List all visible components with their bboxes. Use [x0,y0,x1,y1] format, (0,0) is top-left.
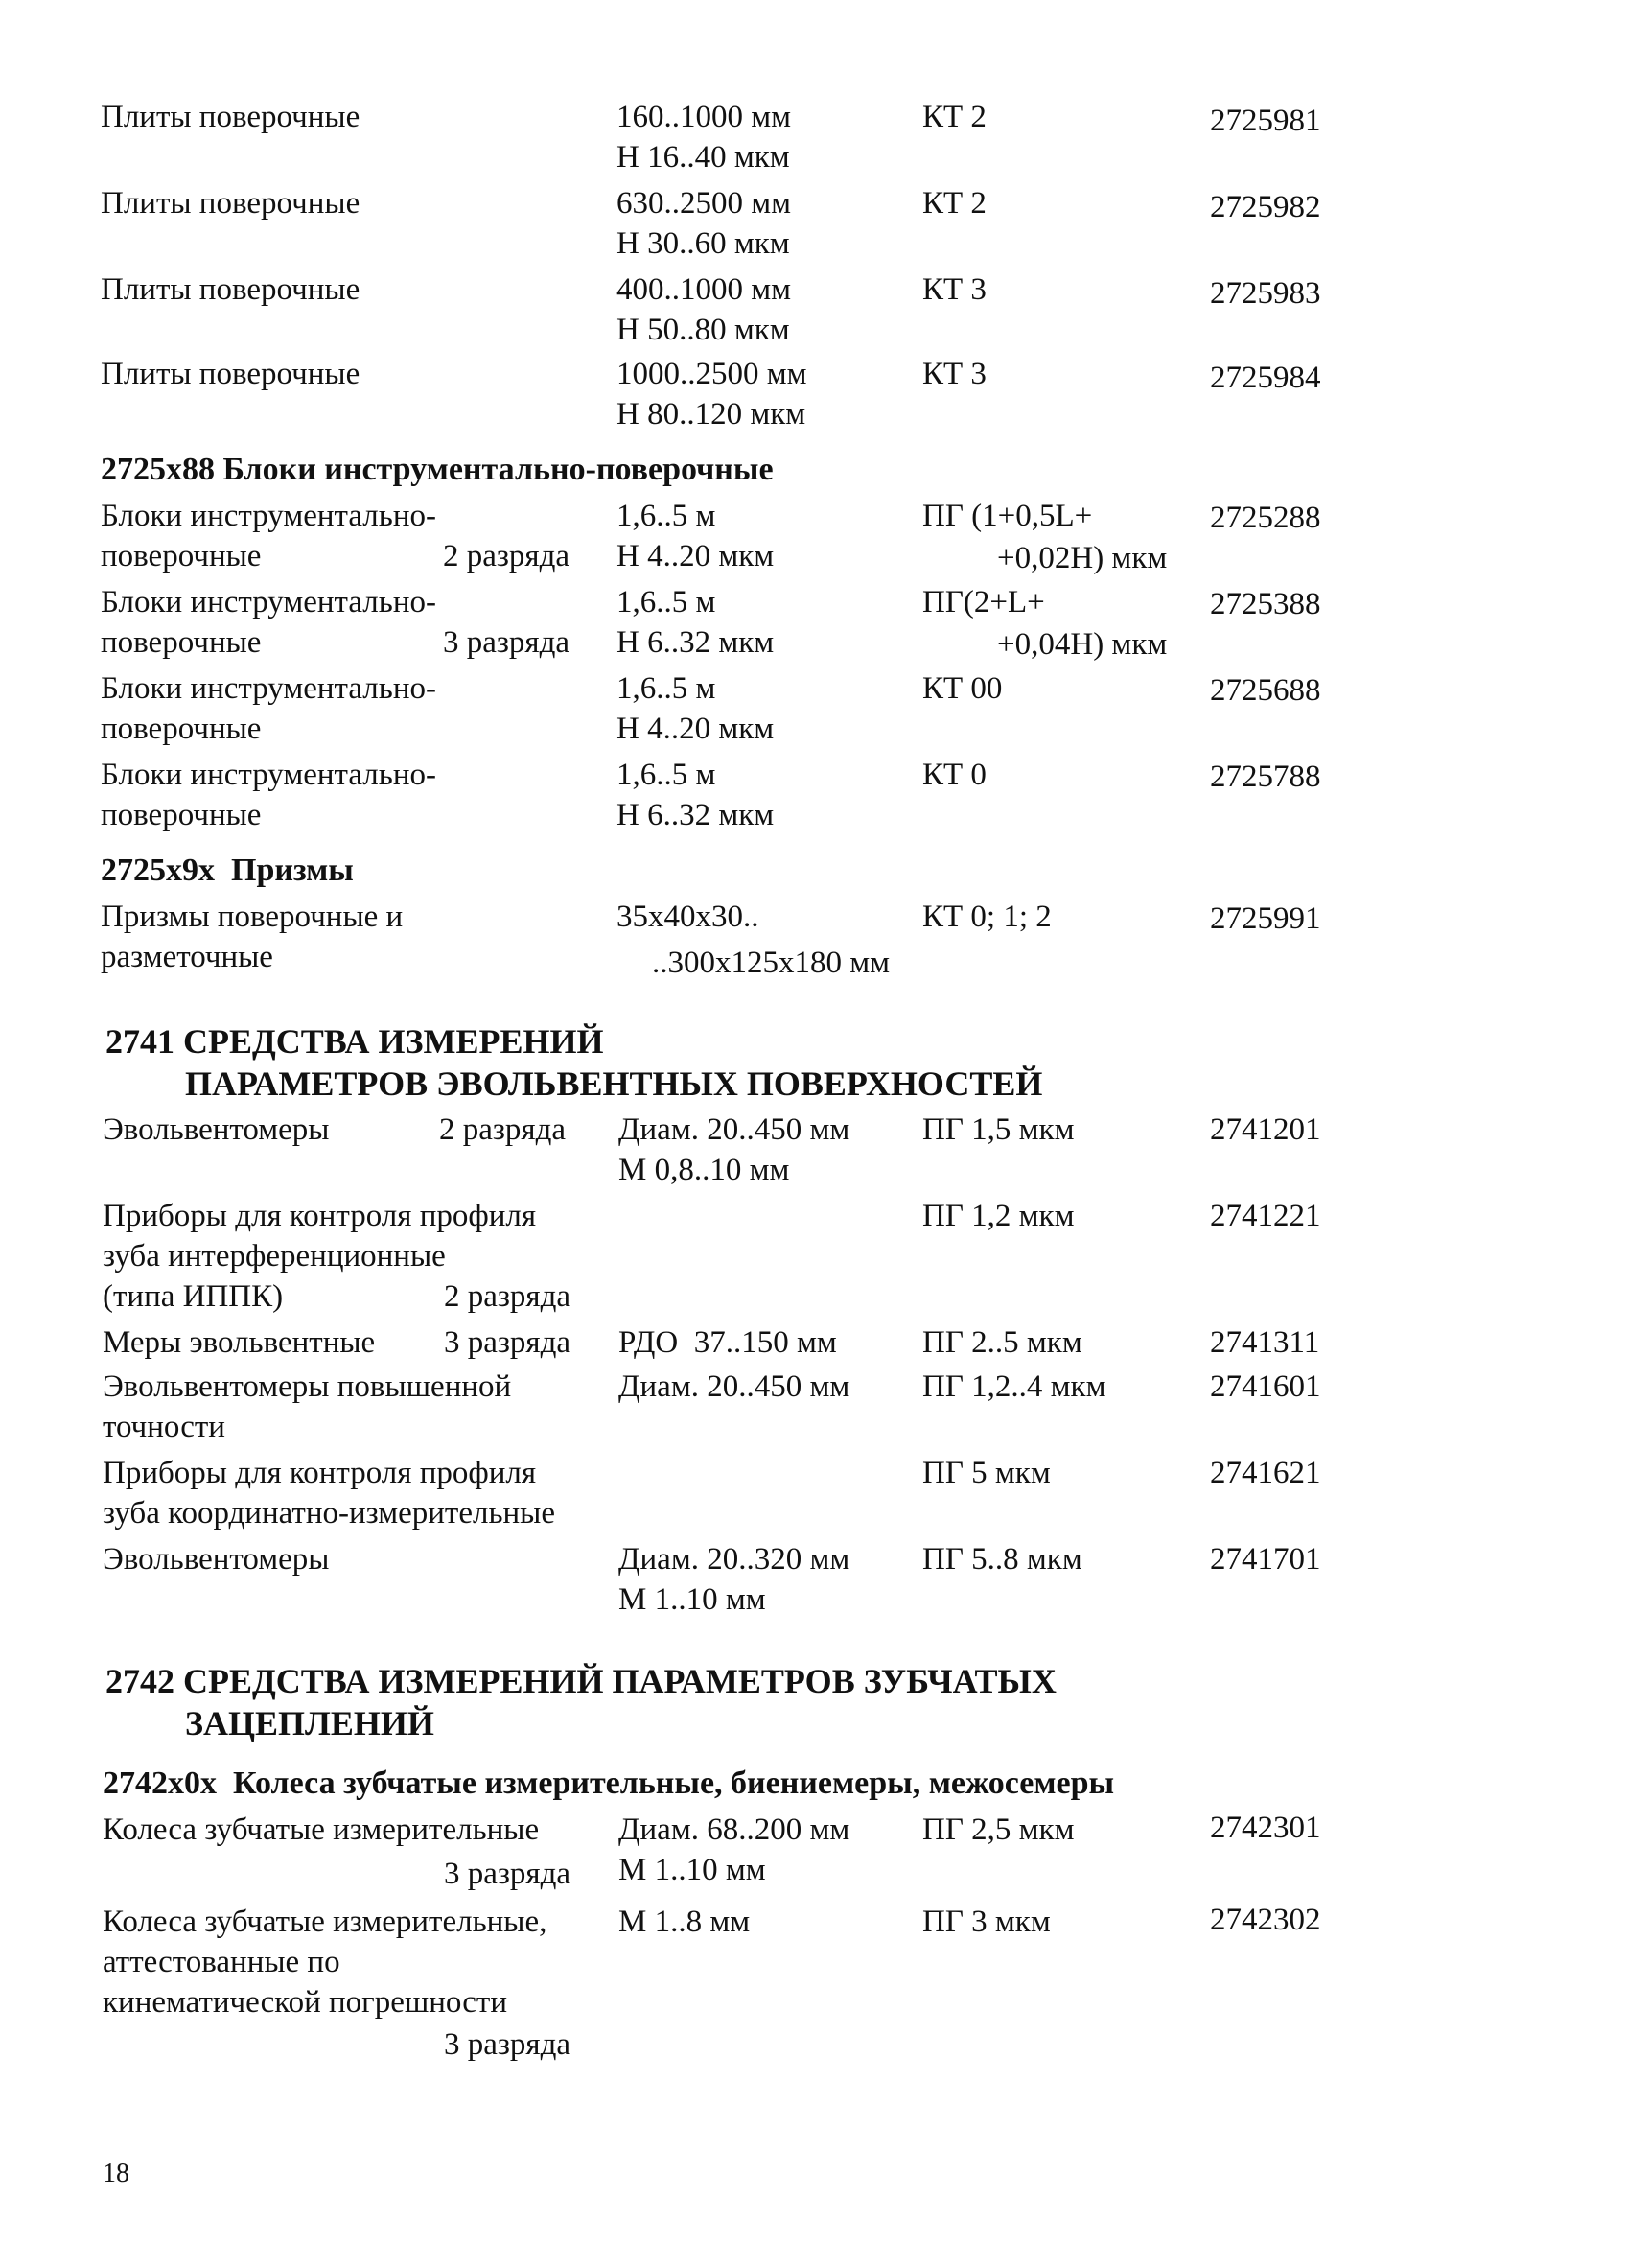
item-name: Меры эвольвентные [103,1325,376,1360]
item-name: поверочные [101,539,262,573]
item-name: Призмы поверочные и [101,900,404,934]
item-accuracy: ПГ 5 мкм [922,1456,1051,1490]
item-range: 400..1000 мм [616,272,792,307]
item-accuracy: ПГ 1,5 мкм [922,1112,1075,1147]
item-code: 2741201 [1210,1112,1321,1147]
item-grade: 2 разряда [443,539,570,573]
item-name: (типа ИППК) [103,1279,284,1314]
item-name: зуба интерференционные [103,1239,446,1274]
item-accuracy: КТ 2 [922,100,987,134]
item-accuracy: КТ 3 [922,272,987,307]
item-name: Эвольвентомеры [103,1542,330,1577]
item-code: 2741221 [1210,1199,1321,1233]
item-range: Н 6..32 мкм [616,625,775,660]
item-accuracy: +0,04Н) мкм [997,627,1168,662]
item-accuracy: ПГ (1+0,5L+ [922,499,1093,533]
item-range: Н 4..20 мкм [616,539,775,573]
item-range: РДО 37..150 мм [618,1325,837,1360]
item-accuracy: ПГ 1,2..4 мкм [922,1369,1106,1404]
item-accuracy: КТ 0; 1; 2 [922,900,1052,934]
item-accuracy: ПГ 1,2 мкм [922,1199,1075,1233]
item-code: 2725788 [1210,760,1321,794]
item-range: Н 80..120 мкм [616,397,806,432]
item-accuracy: ПГ(2+L+ [922,585,1045,620]
section-subheading: 2742x0x Колеса зубчатые измерительные, биениемеры, межосемеры [103,1765,1115,1801]
item-name: зуба координатно-измерительные [103,1496,555,1531]
item-range: 1000..2500 мм [616,357,807,391]
item-range: Н 30..60 мкм [616,226,790,261]
item-code: 2725983 [1210,276,1321,311]
item-accuracy: КТ 3 [922,357,987,391]
section-heading: 2741 СРЕДСТВА ИЗМЕРЕНИЙ [105,1022,604,1061]
item-range: Диам. 20..320 мм [618,1542,850,1577]
item-range: Н 6..32 мкм [616,798,775,832]
item-accuracy: КТ 00 [922,671,1003,706]
item-range: М 1..10 мм [618,1853,766,1887]
item-grade: 2 разряда [444,1279,571,1314]
section-heading: ЗАЦЕПЛЕНИЙ [185,1704,434,1742]
item-name: аттестованные по [103,1945,340,1979]
item-code: 2725984 [1210,361,1321,395]
item-name: Колеса зубчатые измерительные, [103,1905,547,1939]
item-name: Эвольвентомеры [103,1112,330,1147]
item-range: 1,6..5 м [616,671,716,706]
item-accuracy: ПГ 2,5 мкм [922,1812,1075,1847]
section-heading: 2725x88 Блоки инструментально-поверочные [101,452,774,487]
section-heading: 2742 СРЕДСТВА ИЗМЕРЕНИЙ ПАРАМЕТРОВ ЗУБЧАТЫХ [105,1662,1057,1700]
item-name: поверочные [101,712,262,746]
item-name: кинематической погрешности [103,1985,507,2020]
item-range: Диам. 20..450 мм [618,1369,850,1404]
item-code: 2725981 [1210,104,1321,138]
item-code: 2725288 [1210,501,1321,535]
item-name: Приборы для контроля профиля [103,1199,537,1233]
item-range: 630..2500 мм [616,186,792,221]
item-range: Н 16..40 мкм [616,140,790,175]
item-range: Н 50..80 мкм [616,313,790,347]
item-code: 2725688 [1210,673,1321,708]
item-accuracy: ПГ 3 мкм [922,1905,1051,1939]
item-accuracy: КТ 0 [922,758,987,792]
item-name: разметочные [101,940,273,974]
item-grade: 2 разряда [439,1112,567,1147]
item-accuracy: ПГ 5..8 мкм [922,1542,1082,1577]
item-name: Плиты поверочные [101,186,360,221]
item-name: Плиты поверочные [101,272,360,307]
item-range: 35x40x30.. [616,900,759,934]
item-code: 2741311 [1210,1325,1320,1360]
item-name: Блоки инструментально- [101,758,436,792]
section-heading: 2725x9x Призмы [101,853,354,888]
item-code: 2741621 [1210,1456,1321,1490]
page-number: 18 [103,2159,129,2188]
item-range: М 0,8..10 мм [618,1153,790,1187]
item-code: 2741601 [1210,1369,1321,1404]
item-name: поверочные [101,625,262,660]
item-range: Н 4..20 мкм [616,712,775,746]
item-name: Блоки инструментально- [101,671,436,706]
item-range: 1,6..5 м [616,585,716,620]
item-name: Колеса зубчатые измерительные [103,1812,540,1847]
item-code: 2742302 [1210,1903,1321,1937]
item-name: Блоки инструментально- [101,499,436,533]
item-name: Блоки инструментально- [101,585,436,620]
item-range: 1,6..5 м [616,499,716,533]
item-range: М 1..10 мм [618,1582,766,1617]
item-name: Плиты поверочные [101,100,360,134]
section-heading: ПАРАМЕТРОВ ЭВОЛЬВЕНТНЫХ ПОВЕРХНОСТЕЙ [185,1064,1043,1103]
item-code: 2725982 [1210,190,1321,224]
item-accuracy: +0,02Н) мкм [997,541,1168,575]
item-name: Приборы для контроля профиля [103,1456,537,1490]
item-code: 2742301 [1210,1811,1321,1845]
item-range: 160..1000 мм [616,100,792,134]
item-range: Диам. 20..450 мм [618,1112,850,1147]
item-code: 2725388 [1210,587,1321,621]
item-grade: 3 разряда [443,625,570,660]
item-range: ..300x125x180 мм [652,946,891,980]
item-range: Диам. 68..200 мм [618,1812,850,1847]
item-name: точности [103,1410,225,1444]
item-code: 2741701 [1210,1542,1321,1577]
item-name: Эвольвентомеры повышенной [103,1369,512,1404]
item-name: Плиты поверочные [101,357,360,391]
item-accuracy: ПГ 2..5 мкм [922,1325,1082,1360]
item-grade: 3 разряда [444,1857,571,1891]
item-grade: 3 разряда [444,1325,571,1360]
item-range: 1,6..5 м [616,758,716,792]
item-code: 2725991 [1210,901,1321,936]
item-accuracy: КТ 2 [922,186,987,221]
item-grade: 3 разряда [444,2027,571,2062]
item-name: поверочные [101,798,262,832]
item-range: М 1..8 мм [618,1905,751,1939]
